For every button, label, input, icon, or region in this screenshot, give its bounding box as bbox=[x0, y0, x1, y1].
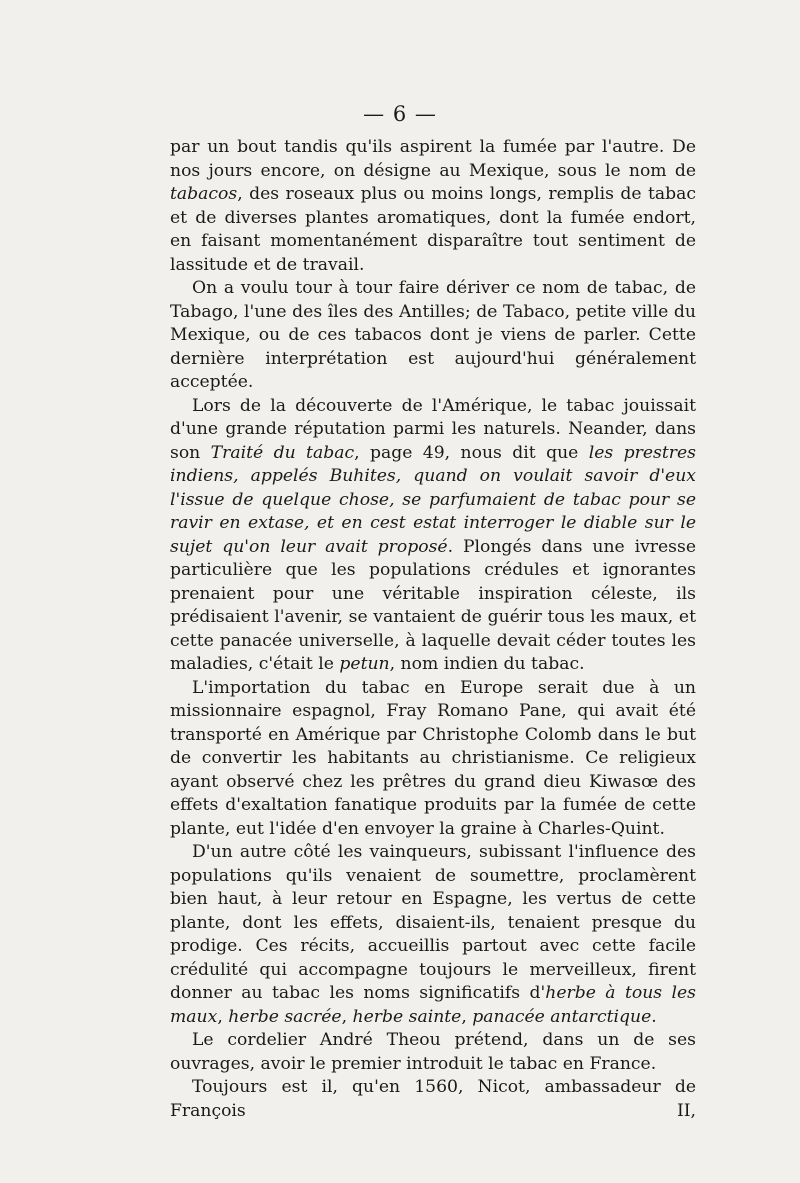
text-run: Toujours est il, qu'en 1560, Nicot, ambassadeur de François II, bbox=[170, 1077, 696, 1121]
italic-text: petun bbox=[339, 654, 390, 674]
text-run: par un bout tandis qu'ils aspirent la fumée par l'autre. De nos jours encore, on désigne au Mexique, sous le nom de bbox=[170, 137, 696, 181]
text-run: . Plongés dans une ivresse particulière que les populations crédules et ignorantes prenaient pour une véritable inspiration céleste, ils prédisaient l'avenir, se vantaient de guérir tous les maux, et cette panacée universelle, à laquelle devait céder toutes les maladies, c'était le bbox=[170, 536, 696, 674]
italic-text: tabacos bbox=[170, 184, 238, 204]
body-text bbox=[170, 136, 696, 1123]
text-run: Lors de la découverte de l'Amérique, le tabac jouissait d'une grande réputation parmi les naturels. Neander, dans son bbox=[170, 395, 696, 463]
text-run: . bbox=[651, 1006, 657, 1027]
text-run: , nom indien du tabac. bbox=[389, 654, 585, 674]
italic-text: herbe sacrée bbox=[228, 1006, 342, 1027]
text-run: D'un autre côté les vainqueurs, subissant l'influence des populations qu'ils venaient de soumettre, proclamèrent bien haut, à leur retour en Espagne, les vertus de cette plante, dont les effets, disaient-ils, tenaient presque du prodige. Ces récits, accueillis partout avec cette facile crédulité qui accompagne toujours le merveilleux, firent donner au tabac les noms significatifs d' bbox=[170, 842, 696, 1003]
paragraph bbox=[170, 1029, 696, 1076]
italic-text: herbe à tous les maux bbox=[170, 983, 696, 1027]
paragraph bbox=[170, 395, 696, 677]
paragraph bbox=[170, 277, 696, 395]
text-run: , bbox=[341, 1006, 353, 1027]
italic-text: herbe sainte bbox=[352, 1006, 462, 1027]
italic-text: panacée antarctique bbox=[472, 1006, 652, 1027]
text-run: , des roseaux plus ou moins longs, remplis de tabac et de diverses plantes aromatiques, dont la fumée endort, en faisant momentanément disparaître tout sentiment de lassitude et de travail. bbox=[170, 184, 696, 275]
text-run: , bbox=[217, 1006, 229, 1027]
paragraph bbox=[170, 1076, 696, 1123]
paragraph bbox=[170, 841, 696, 1029]
italic-text: les prestres indiens, appelés Buhites, quand on voulait savoir d'eux l'issue de quelque chose, se parfumaient de tabac pour se ravir en extase, et en cest estat interroger le diable sur le sujet qu'on leur avait proposé bbox=[170, 442, 696, 557]
italic-text: Traité du tabac bbox=[210, 442, 355, 463]
text-run: L'importation du tabac en Europe serait due à un missionnaire espagnol, Fray Romano Pane, qui avait été transporté en Amérique par Christophe Colomb dans le but de convertir les habitants au christianisme. Ce religieux ayant observé chez les prêtres du grand dieu Kiwasœ des effets d'exaltation fanatique produits par la fumée de cette plante, eut l'idée d'en envoyer la graine à Charles-Quint. bbox=[170, 677, 696, 839]
text-run: Le cordelier André Theou prétend, dans un de ses ouvrages, avoir le premier introduit le tabac en France. bbox=[170, 1030, 696, 1074]
page-number: — 6 — bbox=[363, 102, 437, 126]
text-run: , page 49, nous dit que bbox=[354, 442, 589, 463]
paragraph bbox=[170, 136, 696, 277]
text-run: , bbox=[461, 1006, 473, 1027]
text-run: On a voulu tour à tour faire dériver ce nom de tabac, de Tabago, l'une des îles des Antilles; de Tabaco, petite ville du Mexique, ou de ces tabacos dont je viens de parler. Cette dernière interprétation est aujourd'hui généralement acceptée. bbox=[170, 278, 696, 392]
paragraph bbox=[170, 677, 696, 842]
